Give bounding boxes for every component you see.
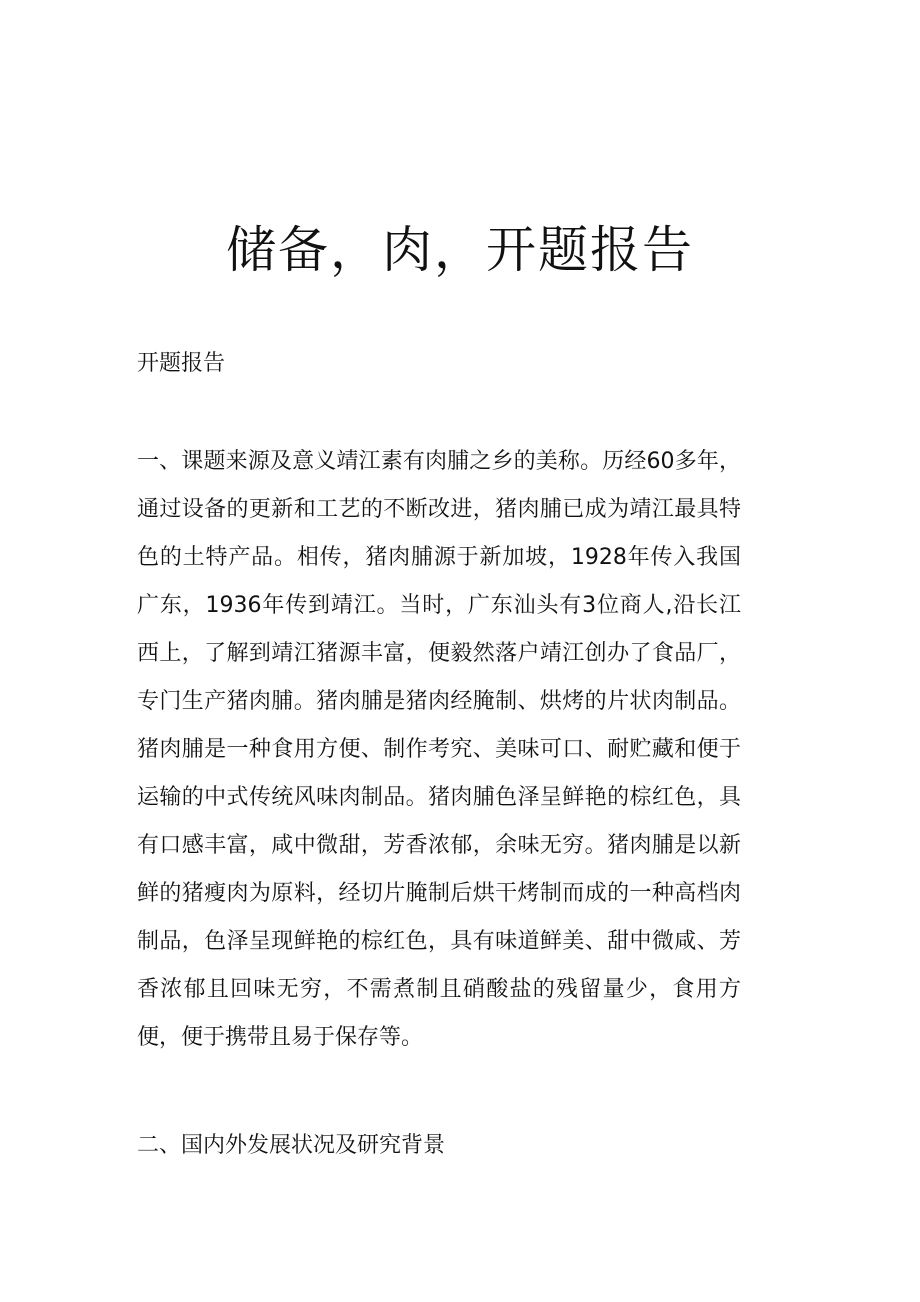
document-title: 储备，肉，开题报告 bbox=[226, 220, 694, 279]
section-2-heading: 二、国内外发展状况及研究背景 bbox=[137, 1133, 446, 1158]
report-subheading: 开题报告 bbox=[137, 351, 226, 376]
section-1-paragraph: 一、课题来源及意义靖江素有肉脯之乡的美称。历经60多年，通过设备的更新和工艺的不断改进，猪肉脯已成为靖江最具特色的土特产品。相传，猪肉脯源于新加坡，1928年传入我国广东，1936年传到靖江。当时，广东汕头有3位商人,沿长江西上，了解到靖江猪源丰富，便毅然落户靖江创办了食品厂，专门生产猪肉脯。猪肉脯是猪肉经腌制、烘烤的片状肉制品。猪肉脯是一种食用方便、制作考究、美味可口、耐贮藏和便于运输的中式传统风味肉制品。猪肉脯色泽呈鲜艳的棕红色，具有口感丰富，咸中微甜，芳香浓郁，余味无穷。猪肉脯是以新鲜的猪瘦肉为原料，经切片腌制后烘干烤制而成的一种高档肉制品，色泽呈现鲜艳的棕红色，具有味道鲜美、甜中微咸、芳香浓郁且回味无穷，不需煮制且硝酸盐的残留量少，食用方便，便于携带且易于保存等。 bbox=[137, 449, 741, 1050]
